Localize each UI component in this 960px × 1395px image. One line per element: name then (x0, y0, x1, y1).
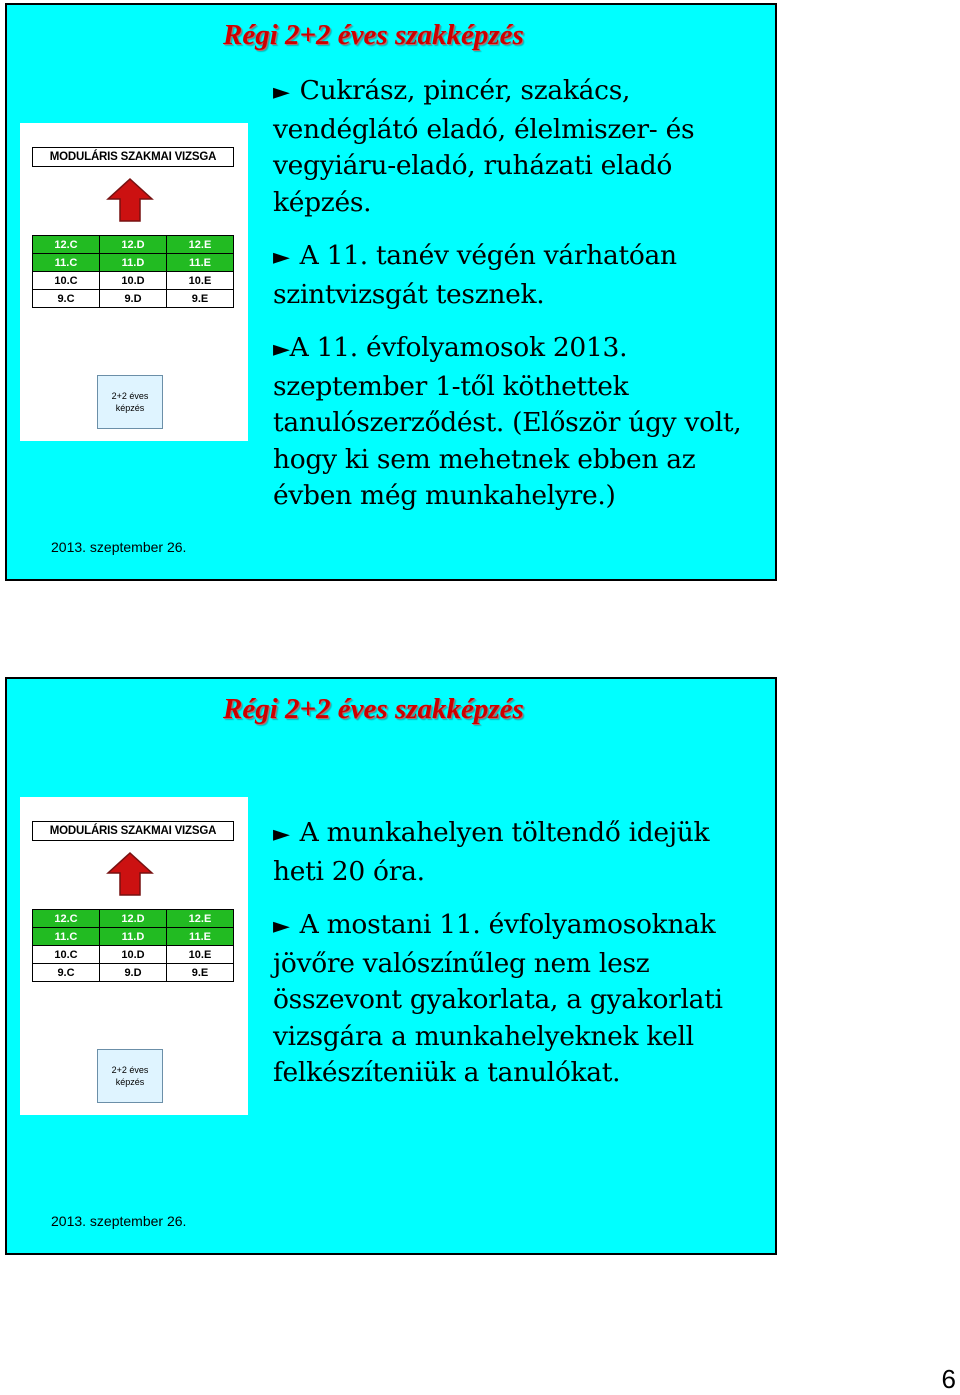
grade-cell: 11.D (100, 928, 167, 946)
grade-cell: 12.D (100, 236, 167, 254)
grade-cell: 9.C (33, 964, 100, 982)
slide-title: Régi 2+2 éves szakképzés (223, 19, 524, 51)
bullet-item (273, 238, 767, 313)
grade-cell: 9.C (33, 290, 100, 308)
bullet-item (273, 815, 767, 890)
grade-table (32, 909, 234, 982)
slide-title: Régi 2+2 éves szakképzés (223, 693, 524, 725)
page-number: 6 (941, 1364, 956, 1394)
bullet-text: A mostani 11. évfolyamosoknak jövőre valószínűleg nem lesz összevont gyakorlata, a gyakorlati vizsgára a munkahelyeknek kell felkészíteniük a tanulókat. (273, 909, 723, 1088)
bullet-text: A 11. évfolyamosok 2013. szeptember 1-től köthettek tanulószerződést. (Először úgy volt, hogy ki sem mehetnek ebben az évben még munkahelyre.) (273, 332, 742, 511)
grade-cell: 12.E (167, 236, 234, 254)
grade-cell: 9.D (100, 964, 167, 982)
grade-cell: 10.E (167, 272, 234, 290)
grade-cell: 11.E (167, 254, 234, 272)
diagram-thumbnail (20, 797, 248, 1115)
bullet-text: A munkahelyen töltendő idejük heti 20 óra. (273, 817, 710, 887)
grade-cell: 9.E (167, 290, 234, 308)
bullet-text: Cukrász, pincér, szakács, vendéglátó eladó, élelmiszer- és vegyiáru-eladó, ruházati eladó képzés. (273, 75, 695, 218)
diagram-header: MODULÁRIS SZAKMAI VIZSGA (32, 821, 234, 841)
bullet-item (273, 73, 767, 221)
grade-cell: 10.D (100, 946, 167, 964)
grade-cell: 12.D (100, 910, 167, 928)
bullet-text: A 11. tanév végén várhatóan szintvizsgát tesznek. (273, 240, 677, 310)
grade-cell: 10.C (33, 272, 100, 290)
badge-line: 2+2 éves (111, 391, 149, 401)
up-arrow-icon (106, 851, 154, 897)
grade-table (32, 235, 234, 308)
slide-date: 2013. szeptember 26. (51, 539, 187, 555)
badge-line: képzés (115, 403, 145, 413)
bullet-marker: ► (273, 822, 290, 847)
training-badge (97, 375, 163, 429)
bullet-list (273, 815, 767, 1109)
bullet-marker: ► (273, 914, 290, 939)
slide-2 (5, 677, 777, 1255)
bullet-marker: ► (273, 80, 290, 105)
grade-cell: 12.E (167, 910, 234, 928)
badge-line: 2+2 éves (111, 1065, 149, 1075)
up-arrow-icon (106, 177, 154, 223)
diagram-thumbnail (20, 123, 248, 441)
grade-cell: 11.D (100, 254, 167, 272)
grade-cell: 12.C (33, 910, 100, 928)
bullet-item (273, 907, 767, 1092)
diagram-header: MODULÁRIS SZAKMAI VIZSGA (32, 147, 234, 167)
badge-line: képzés (115, 1077, 145, 1087)
bullet-marker: ► (273, 245, 290, 270)
grade-cell: 11.C (33, 254, 100, 272)
grade-cell: 11.E (167, 928, 234, 946)
grade-cell: 10.D (100, 272, 167, 290)
bullet-item (273, 330, 767, 515)
grade-cell: 9.D (100, 290, 167, 308)
grade-cell: 11.C (33, 928, 100, 946)
grade-cell: 10.C (33, 946, 100, 964)
slide-1 (5, 3, 777, 581)
grade-cell: 10.E (167, 946, 234, 964)
bullet-marker: ► (273, 337, 290, 362)
grade-cell: 12.C (33, 236, 100, 254)
slide-date: 2013. szeptember 26. (51, 1213, 187, 1229)
grade-cell: 9.E (167, 964, 234, 982)
training-badge (97, 1049, 163, 1103)
bullet-list (273, 73, 767, 532)
